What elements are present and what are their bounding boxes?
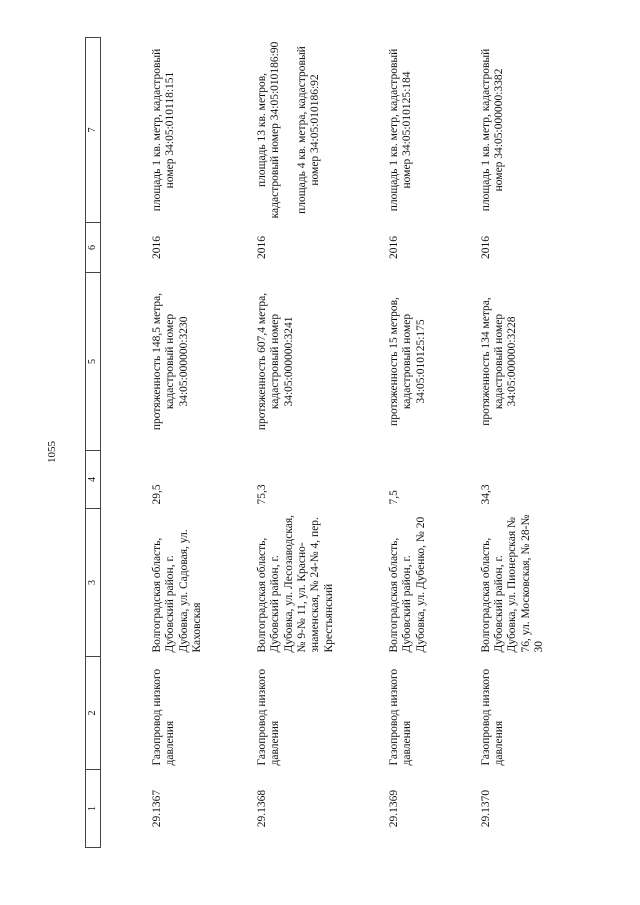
column-number: 2 [86, 657, 101, 770]
row-id: 29.1369 [387, 789, 400, 828]
object-name: Газопровод низкого давления [151, 668, 177, 766]
table-row [338, 38, 430, 848]
object-name: Газопровод низкого давления [387, 668, 414, 766]
register-table [85, 37, 548, 848]
object-value: 75,3 [256, 484, 269, 505]
row-id: 29.1368 [256, 789, 269, 828]
object-name: Газопровод низкого давления [479, 668, 506, 766]
object-name: Газопровод низкого давления [256, 668, 282, 766]
table-row [206, 38, 338, 848]
object-value: 7,5 [387, 490, 400, 505]
object-value: 34,3 [479, 484, 492, 505]
object-year: 2016 [256, 236, 269, 259]
column-number: 6 [86, 223, 101, 273]
object-value: 29,5 [151, 484, 163, 505]
row-id: 29.1370 [479, 789, 492, 828]
object-year: 2016 [479, 236, 492, 259]
object-length: протяженность 148,5 метра, кадастровый номер 34:05:000000:3230 [151, 292, 190, 431]
area-entry: площадь 4 кв. метра, кадастровый номер 34:05:010186:92 [295, 46, 322, 214]
area-entry: площадь 1 кв. метр, кадастровый номер 34:05:010125:184 [387, 48, 414, 212]
area-entry: площадь 13 кв. метров, кадастровый номер 34:05:010186:90 [256, 41, 282, 219]
object-area [338, 38, 430, 223]
rotated-register-table [85, 38, 585, 848]
object-area [206, 38, 338, 223]
object-length: протяженность 607,4 метра, кадастровый номер 34:05:000000:3241 [256, 292, 295, 431]
object-length: протяженность 15 метров, кадастровый номер 34:05:010125:175 [387, 297, 427, 426]
object-length: протяженность 134 метра, кадастровый номер 34:05:000000:3228 [479, 297, 519, 426]
area-entry: площадь 1 кв. метр, кадастровый номер 34:05:000000:3382 [479, 48, 506, 212]
column-number: 4 [86, 451, 101, 509]
object-year: 2016 [387, 236, 400, 259]
object-area [101, 38, 207, 223]
page-number: 1055 [46, 441, 58, 463]
table-row [101, 38, 207, 848]
object-address: Волгоградская область, Дубовский район, г. Дубовка, ул. Садовая, ул. Каховская [151, 529, 203, 653]
object-address: Волгоградская область, Дубовский район, г. Дубовка, ул. Дубенко, № 20 [387, 516, 427, 653]
column-number-header [86, 38, 101, 848]
area-entry: площадь 1 кв. метр, кадастровый номер 34:05:010118:151 [151, 48, 177, 212]
object-year: 2016 [151, 236, 163, 259]
column-number: 1 [86, 770, 101, 848]
column-number: 7 [86, 38, 101, 223]
column-number: 3 [86, 509, 101, 657]
object-address: Волгоградская область, Дубовский район, г. Дубовка, ул. Лесозаводская, № 9-№ 11, ул. Красно-знаменская, № 24-№ 4, пер. Крестьянский [256, 515, 335, 653]
table-row [430, 38, 548, 848]
object-area [430, 38, 548, 223]
object-address: Волгоградская область, Дубовский район, г. Дубовка, ул. Пионерская № 76, ул. Московская, № 28-№ 30 [479, 514, 546, 653]
row-id: 29.1367 [151, 789, 163, 828]
column-number: 5 [86, 273, 101, 451]
